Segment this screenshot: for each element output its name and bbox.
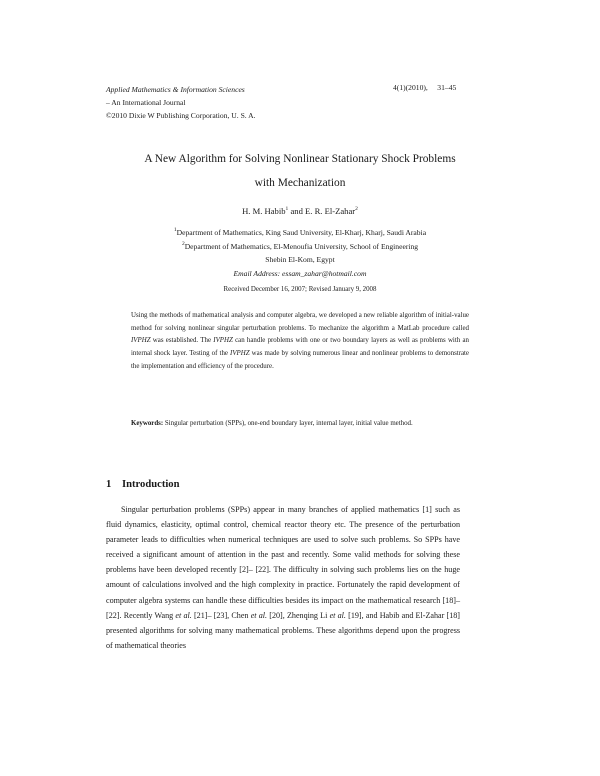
section-title: Introduction (122, 479, 180, 490)
affiliations (100, 226, 500, 280)
affiliation-1: $^1$Department of Mathematics, King Saud University, El-Kharj, Kharj, Saudi Arabia (173, 227, 427, 237)
copyright-line: ©2010 Dixie W Publishing Corporation, U. S. A. (106, 111, 256, 120)
section-number: 1 (106, 479, 112, 490)
journal-name: Applied Mathematics & Information Sciences (106, 85, 245, 94)
section-heading (106, 479, 180, 490)
affiliation-2: $^2$Department of Mathematics, El-Menoufia University, School of Engineering (181, 240, 419, 251)
author-affil-marker: 1 (285, 206, 289, 212)
paper-title: A New Algorithm for Solving Nonlinear Stationary Shock Problems (144, 153, 456, 165)
email-address: Email Address: essam_zahar@hotmail.com (233, 268, 367, 278)
volume-issue: 4(1)(2010), (393, 83, 428, 92)
keywords-text: Singular perturbation (SPPs), one-end boundary layer, internal layer, initial value method. (163, 420, 413, 427)
author-name: H. M. Habib (242, 206, 286, 216)
author-affil-marker: 2 (355, 206, 358, 212)
keywords-label: Keywords: (131, 420, 164, 427)
received-dates: Received December 16, 2007; Revised January 9, 2008 (223, 286, 377, 293)
journal-subtitle: – An International Journal (106, 98, 186, 107)
volume-info (393, 83, 456, 92)
author-line (100, 206, 500, 216)
intro-paragraph: Singular perturbation problems (SPPs) appear in many branches of applied mathematics [1] such as fluid dynamics, elasticity, optimal control, chemical reactor theory etc. The presence of the perturbation parameter leads to difficulties when numerical techniques are used to solve such problems. So SPPs have received a significant amount of attention in the past and recently. Some valid methods for solving these problems have been developed recently [2]– [22]. The difficulty in solving such problems lies on the huge amount of calculations involved and the high complexity in practice. Fortunately the rapid development of computer algebra systems can handle these difficulties besides its impact on the mathematical research [18]– [22]. Recently Wang et al. [21]– [23], Chen et al. [20], Zhenqing Li et al. [19], and Habib and El-Zahar [18] presented algorithms for solving many mathematical problems. These algorithms depend upon the progress of mathematical theories (106, 505, 461, 650)
abstract: Using the methods of mathematical analysis and computer algebra, we developed a new reliable algorithm of initial-value method for solving nonlinear singular perturbation problems. To mechanize the algorithm a MatLab procedure called IVPHZ was established. The IVPHZ can handle problems with one or two boundary layers as well as problems with an internal shock layer. Testing of the IVPHZ was made by solving numerous linear and nonlinear problems to demonstrate the implementation and efficiency of the procedure. (131, 312, 469, 370)
affiliation-2-city: Shebin El-Kom, Egypt (265, 255, 335, 264)
keywords (131, 418, 469, 431)
author-name: E. R. El-Zahar (305, 206, 356, 216)
paper-title-line2: with Mechanization (254, 177, 346, 189)
author-conjunction: and (290, 206, 303, 216)
journal-header (106, 83, 256, 122)
page-range: 31–45 (437, 83, 457, 92)
